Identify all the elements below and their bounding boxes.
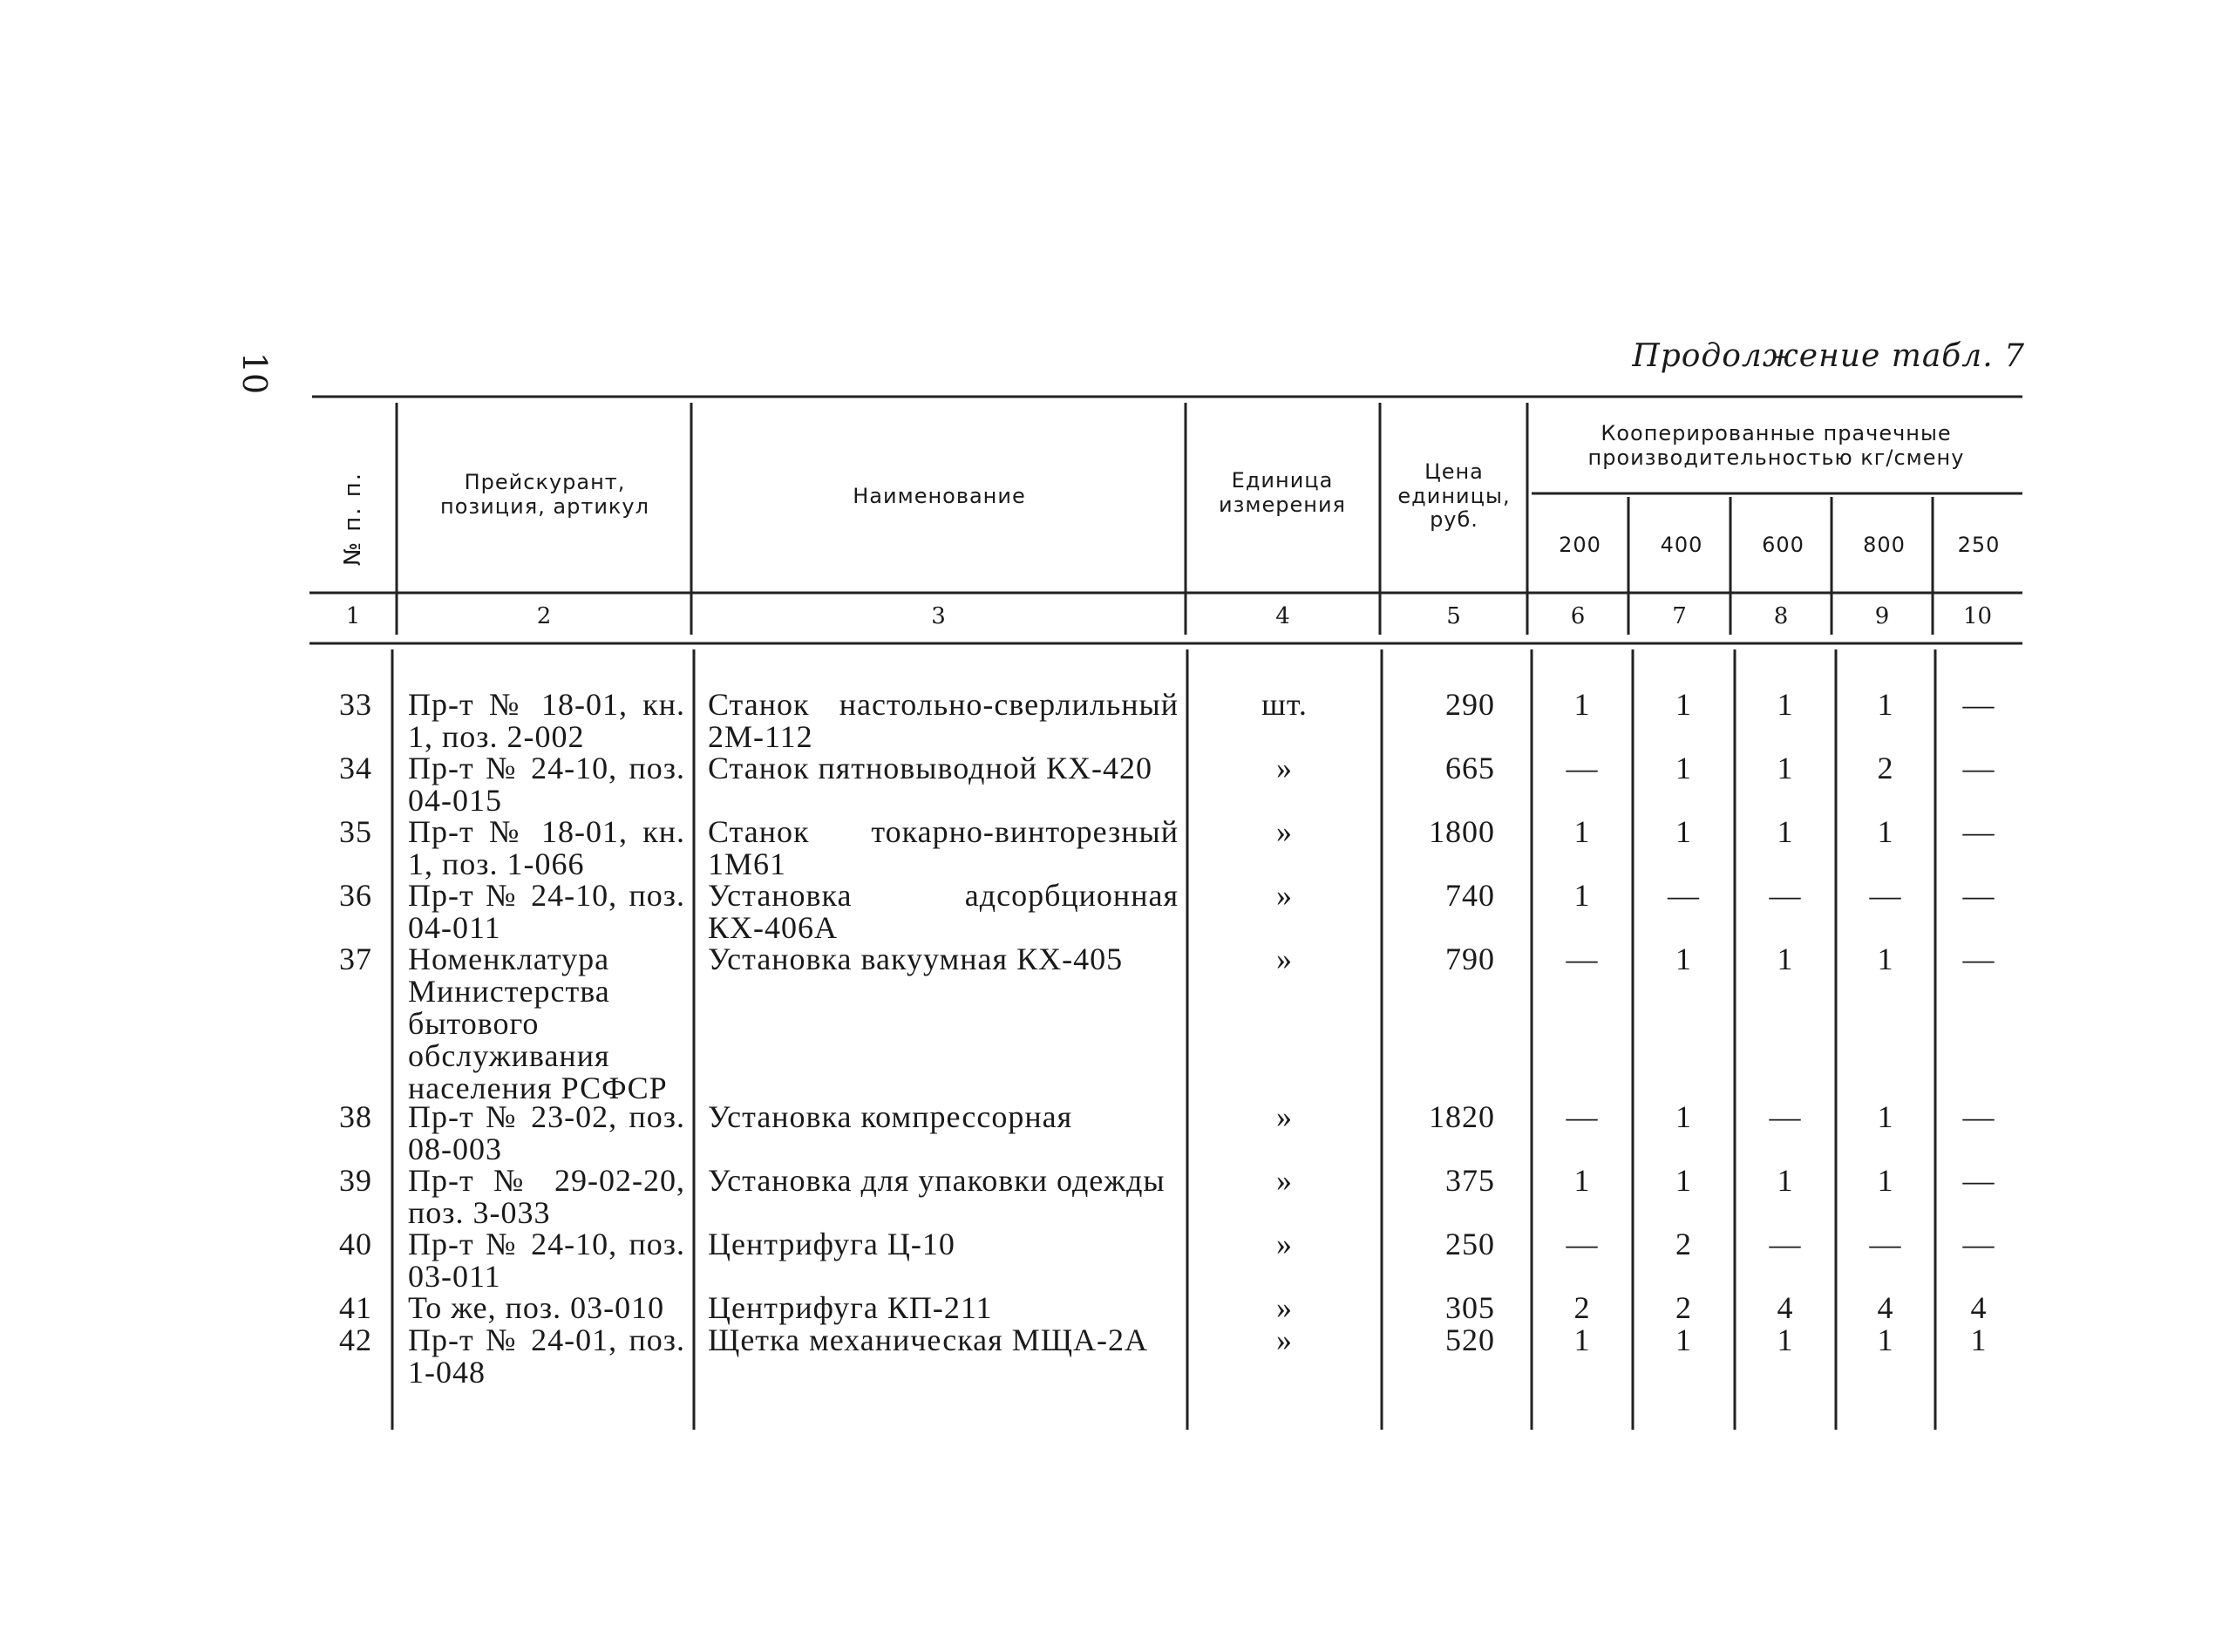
row-number: 37	[339, 942, 372, 976]
row-quantity: 1	[1675, 687, 1692, 722]
row-quantity: 1	[1877, 942, 1894, 976]
row-unit: »	[1276, 878, 1293, 913]
row-quantity: 1	[1777, 687, 1794, 722]
row-quantity: 1	[1675, 1163, 1692, 1198]
row-price-list: Номенклатура Министерства бытового обслуживания населения РСФСР	[408, 942, 668, 1105]
row-number: 34	[339, 751, 372, 785]
row-unit: »	[1276, 1099, 1293, 1134]
header-price-list: Прейскурант, позиция, артикул	[440, 470, 649, 519]
row-quantity: 4	[1877, 1290, 1894, 1325]
row-quantity: 2	[1573, 1290, 1591, 1325]
row-price: 305	[1445, 1290, 1495, 1325]
row-name: Установка вакуумная КХ-405	[708, 942, 1124, 976]
row-unit: »	[1276, 1290, 1293, 1325]
row-name: Установка для упаковки одежды	[708, 1163, 1166, 1198]
row-number: 42	[339, 1322, 372, 1357]
row-quantity: 1	[1573, 687, 1591, 722]
row-name: Центрифуга Ц-10	[708, 1227, 955, 1261]
column-number: 4	[1275, 603, 1290, 629]
row-unit: »	[1276, 814, 1293, 849]
header-name: Наименование	[853, 484, 1026, 508]
row-number: 35	[339, 814, 372, 849]
row-quantity: 1	[1777, 1322, 1794, 1357]
header-capacity-200: 200	[1559, 533, 1601, 557]
row-quantity: —	[1962, 814, 1995, 849]
row-quantity: —	[1566, 942, 1599, 976]
row-price-list: Пр-т № 23-02, поз. 08-003	[408, 1099, 685, 1166]
column-number: 6	[1570, 603, 1586, 629]
row-quantity: —	[1962, 1099, 1995, 1134]
row-number: 38	[339, 1099, 372, 1134]
row-name: Станок пятновыводной КХ-420	[708, 751, 1153, 785]
row-quantity: —	[1566, 1227, 1599, 1261]
table-caption: Продолжение табл. 7	[1632, 338, 2025, 374]
row-price: 290	[1445, 687, 1495, 722]
row-number: 40	[339, 1227, 372, 1261]
row-price: 375	[1445, 1163, 1495, 1198]
row-name: Установка компрессорная	[708, 1099, 1073, 1134]
row-quantity: 1	[1573, 878, 1591, 913]
row-quantity: 1	[1675, 1322, 1692, 1357]
row-price: 740	[1445, 878, 1495, 913]
row-quantity: —	[1769, 878, 1802, 913]
row-quantity: —	[1962, 751, 1995, 785]
column-number: 2	[536, 603, 552, 629]
header-capacity-group: Кооперированные прачечные производительностью кг/смену	[1587, 421, 1965, 470]
page-number: 10	[235, 351, 274, 395]
row-number: 39	[339, 1163, 372, 1198]
column-number: 10	[1962, 603, 1993, 629]
row-quantity: 1	[1675, 751, 1692, 785]
row-quantity: 1	[1573, 1322, 1591, 1357]
row-quantity: —	[1769, 1227, 1802, 1261]
row-name: Станок токарно-винторезный 1М61	[708, 814, 1179, 881]
row-price-list: Пр-т № 18-01, кн. 1, поз. 1-066	[408, 814, 685, 881]
row-price: 1820	[1429, 1099, 1495, 1134]
row-quantity: 1	[1777, 751, 1794, 785]
row-quantity: —	[1668, 878, 1700, 913]
header-unit: Единица измерения	[1219, 468, 1346, 517]
row-price: 520	[1445, 1322, 1495, 1357]
row-quantity: —	[1962, 687, 1995, 722]
column-number: 9	[1874, 603, 1890, 629]
row-quantity: 1	[1970, 1322, 1988, 1357]
header-capacity-250: 250	[1957, 533, 2001, 557]
row-quantity: 2	[1675, 1290, 1692, 1325]
row-quantity: 2	[1877, 751, 1894, 785]
row-quantity: —	[1962, 1163, 1995, 1198]
row-quantity: 1	[1675, 942, 1692, 976]
row-name: Станок настольно-сверлильный 2М-112	[708, 687, 1179, 754]
row-price-list: То же, поз. 03-010	[408, 1290, 665, 1325]
row-name: Щетка механическая МЩА-2А	[708, 1322, 1149, 1357]
row-quantity: 1	[1777, 942, 1794, 976]
row-quantity: 1	[1675, 1099, 1692, 1134]
row-price-list: Пр-т № 29-02-20, поз. 3-033	[408, 1163, 685, 1230]
row-price: 665	[1445, 751, 1495, 785]
column-number: 5	[1446, 603, 1461, 629]
row-quantity: 1	[1877, 1322, 1894, 1357]
row-price-list: Пр-т № 24-10, поз. 03-011	[408, 1227, 685, 1294]
row-price: 250	[1445, 1227, 1495, 1261]
row-unit: »	[1276, 751, 1293, 785]
row-quantity: 1	[1777, 1163, 1794, 1198]
column-number: 3	[931, 603, 946, 629]
row-quantity: 1	[1877, 814, 1894, 849]
row-quantity: —	[1869, 878, 1902, 913]
row-name: Центрифуга КП-211	[708, 1290, 993, 1325]
column-number: 7	[1672, 603, 1687, 629]
row-quantity: —	[1869, 1227, 1902, 1261]
row-number: 41	[339, 1290, 372, 1325]
column-number: 8	[1773, 603, 1789, 629]
row-quantity: 1	[1777, 814, 1794, 849]
row-price-list: Пр-т № 24-10, поз. 04-011	[408, 878, 685, 945]
row-unit: шт.	[1261, 687, 1308, 722]
header-price: Цена единицы, руб.	[1397, 459, 1511, 533]
row-quantity: 4	[1777, 1290, 1794, 1325]
row-quantity: —	[1962, 942, 1995, 976]
row-name: Установка адсорбционная КХ-406А	[708, 878, 1179, 945]
row-quantity: 1	[1877, 1163, 1894, 1198]
row-quantity: —	[1566, 751, 1599, 785]
row-number: 33	[339, 687, 372, 722]
row-unit: »	[1276, 1163, 1293, 1198]
row-quantity: 1	[1573, 814, 1591, 849]
row-quantity: —	[1769, 1099, 1802, 1134]
row-quantity: 4	[1970, 1290, 1988, 1325]
row-price: 790	[1445, 942, 1495, 976]
row-quantity: 1	[1573, 1163, 1591, 1198]
row-price: 1800	[1429, 814, 1495, 849]
row-quantity: —	[1962, 878, 1995, 913]
row-price-list: Пр-т № 24-10, поз. 04-015	[408, 751, 685, 818]
header-no: № п. п.	[340, 471, 367, 567]
header-capacity-600: 600	[1762, 533, 1804, 557]
row-quantity: —	[1566, 1099, 1599, 1134]
row-number: 36	[339, 878, 372, 913]
column-number: 1	[345, 603, 361, 629]
header-capacity-800: 800	[1863, 533, 1906, 557]
row-quantity: 2	[1675, 1227, 1692, 1261]
row-unit: »	[1276, 942, 1293, 976]
row-quantity: —	[1962, 1227, 1995, 1261]
row-unit: »	[1276, 1227, 1293, 1261]
row-quantity: 1	[1675, 814, 1692, 849]
row-unit: »	[1276, 1322, 1293, 1357]
row-quantity: 1	[1877, 1099, 1894, 1134]
header-capacity-400: 400	[1660, 533, 1703, 557]
row-quantity: 1	[1877, 687, 1894, 722]
row-price-list: Пр-т № 18-01, кн. 1, поз. 2-002	[408, 687, 685, 754]
row-price-list: Пр-т № 24-01, поз. 1-048	[408, 1322, 685, 1390]
